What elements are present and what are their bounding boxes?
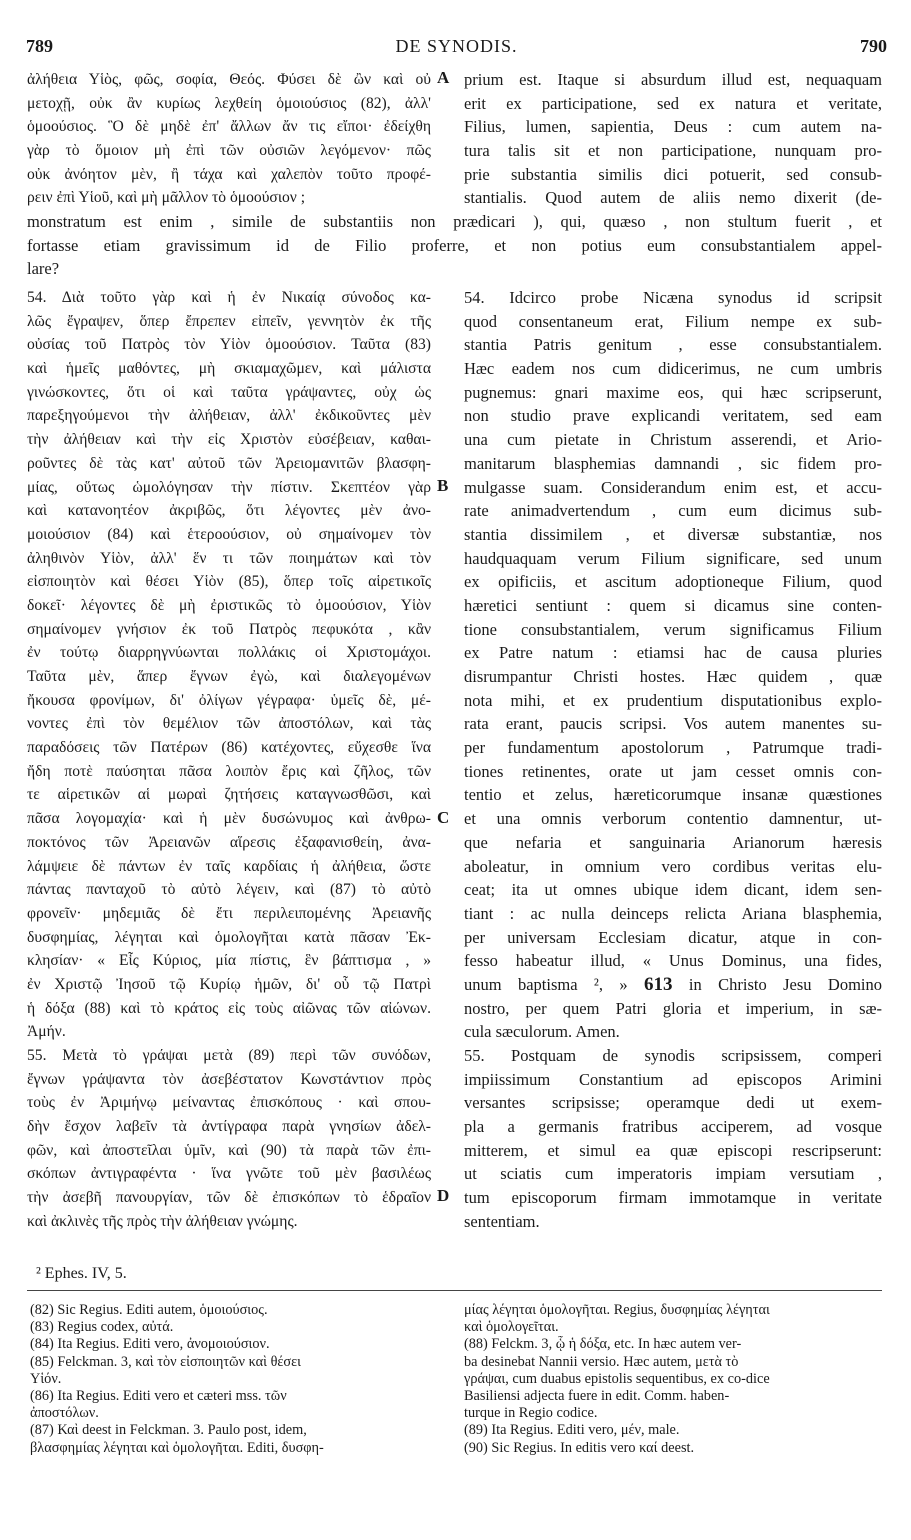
greek-line: ἐν τούτῳ διαρρηγνύωνται πολλάκις οἱ Χριστομάχοι. <box>27 644 431 662</box>
latin-line: stantia dissimilem , et diversæ substantiæ, nos <box>464 524 882 544</box>
latin-line: pla a germanis fratribus acciperem, ad vosque <box>464 1117 882 1137</box>
apparatus-note: Υἱόν. <box>30 1370 62 1387</box>
latin-line: que nefaria et sanguinaria Arianorum hæresis <box>464 832 882 852</box>
greek-line: μοιούσιον (84) καὶ ἑτεροούσιον, οὐ σημαίνομεν τὸν <box>27 525 431 543</box>
latin-line: et una omnis verborum contentio damnentur, ut- <box>464 809 882 829</box>
greek-line: παραδόσεις τῶν Πατέρων (86) κατέχοντες, εὔχεσθε ἵνα <box>27 739 431 757</box>
greek-line: φρονεῖν· μηδεμιᾶς δὲ ἔτι περιλειπομένης Ἀρειανῆς <box>27 904 431 922</box>
latin-line: per universam Ecclesiam dicatur, atque in con- <box>464 927 882 947</box>
greek-line: οὐκ ἀνόητον μὲν, ἢ τάχα καὶ χαλεπὸν τοῦτο προφέ- <box>27 165 431 183</box>
latin-line: mulgasse suam. Considerandum enim est, et accu- <box>464 477 882 497</box>
greek-line: πᾶσα λογομαχία· καὶ ἡ μὲν δυσώνυμος καὶ ἀνθρω- <box>27 810 431 828</box>
running-header <box>26 36 887 60</box>
greek-line: ἤδη ποτὲ παύσηται πᾶσα λοιπὸν ἔρις καὶ ζῆλος, τῶν <box>27 762 431 780</box>
latin-line: manitarum blasphemias damnandi , sic fidem pro- <box>464 453 882 473</box>
latin-line: nota mihi, et ex prudentium disputationibus explo- <box>464 690 882 710</box>
latin-line-613 <box>464 973 882 997</box>
latin-line: tura talis sit et non participatione, nunquam pro- <box>464 141 882 161</box>
latin-line: mitterem, et simul ea quæ episcopi rescripserunt: <box>464 1140 882 1160</box>
greek-line: 55. Μετὰ τὸ γράψαι μετὰ (89) περὶ τῶν συνόδων, <box>27 1047 431 1064</box>
greek-line: εἰσποιητὸν καὶ θέσει Υἱὸν (85), ὅπερ τοῖς αἱρετικοῖς <box>27 573 431 591</box>
apparatus-note: (87) Καὶ deest in Felckman. 3. Paulo post, idem, <box>30 1422 307 1439</box>
latin-line: ex Patre natum : etiamsi hac de causa pluries <box>464 643 882 663</box>
apparatus-note: turque in Regio codice. <box>464 1405 598 1422</box>
latin-line: ut sciatis cum imperatoris impiam versutiam , <box>464 1164 882 1184</box>
latin-line: Hæc eadem nos cum didicerimus, ne cum umbris <box>464 359 882 379</box>
apparatus-note: ἀποστόλων. <box>30 1405 99 1422</box>
greek-line: δὴν ἔσχον λαβεῖν τὰ ἀντίγραφα παρὰ γνησίων ἀδελ- <box>27 1118 431 1136</box>
greek-line: φῶν, καὶ ἀποστεῖλαι ὑμῖν, καὶ (90) τὰ παρὰ τῶν ἐπι- <box>27 1141 431 1159</box>
apparatus-note: (88) Felckm. 3, ᾧ ἡ δόξα, etc. In hæc autem ver- <box>464 1336 742 1353</box>
greek-line: λῶς ἔγραψεν, ὅπερ ἔπρεπεν εἰπεῖν, γεννητὸν ἐκ τῆς <box>27 312 431 330</box>
greek-line: ἤκουσα φρονίμων, δι' ὀλίγων γέγραφα· ὑμεῖς δὲ, μέ- <box>27 691 431 709</box>
latin-line: tiant : ac nulla deinceps relicta Ariana blasphemia, <box>464 903 882 923</box>
greek-line: κλησίαν· « Εἷς Κύριος, μία πίστις, ἓν βάπτισμα , » <box>27 952 431 970</box>
section-marker-d: D <box>437 1186 450 1205</box>
apparatus-note: (86) Ita Regius. Editi vero et cæteri mss. τῶν <box>30 1387 287 1404</box>
section-marker-b: B <box>437 476 449 495</box>
greek-line: 54. Διὰ τοῦτο γὰρ καὶ ἡ ἐν Νικαίᾳ σύνοδος κα- <box>27 289 431 306</box>
latin-line: sententiam. <box>464 1211 540 1231</box>
latin-line-613-end: in Christo Jesu Domino <box>672 974 882 994</box>
greek-line: νοντες ἐπὶ τὸν θεμέλιον τῶν ἀποστόλων, καὶ τὰς <box>27 715 431 733</box>
greek-line: τὴν ἀλήθειαν καὶ τὴν εἰς Χριστὸν εὐσέβειαν, καθαι- <box>27 431 431 449</box>
footnote: ² Ephes. IV, 5. <box>36 1265 127 1282</box>
latin-line: rata erant, paucis scripsi. Vos autem manentes su- <box>464 714 882 734</box>
greek-line: Ἀμήν. <box>27 1023 66 1041</box>
latin-line: aboleatur, in omnium vero cordibus veritas elu- <box>464 856 882 876</box>
greek-line: καὶ ἀκλινὲς τῆς πρὸς τὴν ἀλήθειαν γνώμης. <box>27 1212 298 1230</box>
latin-line: erit ex participatione, sed ex natura et veritate, <box>464 93 882 113</box>
apparatus-note: μίας λέγηται ὁμολογῆται. Regius, δυσφημίας λέγηται <box>464 1302 770 1318</box>
greek-line: τε αἱρετικῶν αἱ μωραὶ ζητήσεις καταγνωσθῶσι, καὶ <box>27 786 431 804</box>
apparatus-note: ba desinebat Nannii versio. Hæc autem, μετὰ τὸ <box>464 1353 739 1370</box>
latin-line: fesso habeatur illud, « Unus Dominus, una fides, <box>464 951 882 971</box>
greek-column-main <box>27 286 431 1234</box>
latin-column-top <box>464 68 882 210</box>
greek-column-top <box>27 68 431 210</box>
greek-line: λάμψειε δὲ πάντων ἐν ταῖς καρδίαις ἡ ἀλήθεια, ὥστε <box>27 857 431 875</box>
apparatus-left <box>30 1302 435 1457</box>
greek-line: τοὺς ἐν Ἀριμήνῳ μείναντας ἐπισκόπους · καὶ σπου- <box>27 1094 431 1112</box>
greek-line: παρεξηγούμενοι τὴν ἀλήθειαν, ἀλλ' ἐκδικοῦντες μὲν <box>27 407 431 425</box>
latin-full-width-passage <box>27 210 882 281</box>
greek-line: πάντας πανταχοῦ τὸ αὐτὸ λέγειν, καὶ (87) τὸ αὐτὸ <box>27 881 431 899</box>
greek-line: ὁμοούσιος. Ὃ δὲ μηδὲ ἐπ' ἄλλων ἄν τις εἴποι· ἐδείχθη <box>27 118 431 136</box>
latin-line: haudquaquam verum Filium significare, sed unum <box>464 548 882 568</box>
latin-line: tione consubstantialem, verum significamus Filium <box>464 619 882 639</box>
latin-line: ceat; ita ut omnes ubique idem dicant, idem sen- <box>464 880 882 900</box>
greek-line: δοκεῖ· λέγοντες δὲ μὴ ἐριστικῶς τὸ ὁμοούσιον, Υἱὸν <box>27 596 431 614</box>
latin-line: lare? <box>27 259 60 279</box>
greek-line: γινώσκοντες, ὅτι οἱ καὶ ταῦτα γράψαντες, οὐχ ὡς <box>27 383 431 401</box>
latin-line: pugnemus: gnari maxime eos, qui hæc scripserunt, <box>464 382 882 402</box>
column-number-613: 613 <box>644 973 673 995</box>
latin-line: monstratum est enim , simile de substantiis non prædicari ), qui, quæso , non stultum fuerit , et <box>27 212 882 231</box>
greek-line: γὰρ τὸ ὅμοιον μὴ ἐπὶ τῶν οὐσιῶν λεγόμενον· πῶς <box>27 142 431 160</box>
apparatus-note: γράψαι, cum duabus epistolis sequentibus, ex co-dice <box>464 1370 770 1387</box>
apparatus-note: (82) Sic Regius. Editi autem, ὁμοιούσιος. <box>30 1302 268 1318</box>
greek-line: δυσφημίας, λέγηται καὶ ὁμολογῆται κατὰ πᾶσαν Ἐκ- <box>27 928 431 946</box>
apparatus-note: (85) Felckman. 3, καὶ τὸν εἰσποιητῶν καὶ θέσει <box>30 1353 301 1370</box>
latin-line: 55. Postquam de synodis scripsissem, comperi <box>464 1046 882 1065</box>
latin-line: rate animadvertendum , cum eum dicimus sub- <box>464 501 882 521</box>
latin-line: stantia Patris genitum , esse consubstantialem. <box>464 335 882 355</box>
greek-line: ροῦντες δὲ τὰς κατ' αὐτοῦ τῶν Ἀρειομανιτῶν βλασφη- <box>27 454 431 472</box>
latin-line: prie substantia similis dici potuerit, sed consub- <box>464 164 882 184</box>
greek-line: ποκτόνος τῶν Ἀρειανῶν αἵρεσις ἐξαφανισθείη, ἀνα- <box>27 833 431 851</box>
apparatus-note: καὶ ὁμολογεῖται. <box>464 1319 559 1336</box>
latin-line: fortasse etiam gravissimum id de Filio proferre, et non potius eum consubstantialem appel- <box>27 235 882 255</box>
apparatus-note: (84) Ita Regius. Editi vero, ἀνομοιούσιον. <box>30 1336 270 1353</box>
latin-column-main <box>464 286 882 1234</box>
latin-line: disrumpantur Christi hostes. Hæc quidem , quæ <box>464 667 882 686</box>
greek-line: ρειν ἐπὶ Υἱοῦ, καὶ μὴ μᾶλλον τὸ ὁμοούσιον ; <box>27 189 306 207</box>
latin-line: quod consentaneum erat, Filium nempe ex sub- <box>464 311 882 331</box>
greek-line: Ταῦτα μὲν, ἅπερ ἔγνων ἐγὼ, καὶ διαλεγομένων <box>27 668 431 685</box>
greek-line: ἔγνων γράψαντα τὸν ἀσεβέστατον Κωνστάντιον πρὸς <box>27 1070 431 1088</box>
latin-line: una cum pietate in Christum asserendi, et Ario- <box>464 430 882 450</box>
section-marker-a: A <box>437 68 450 87</box>
latin-line: stantialis. Quod autem de aliis nemo dixerit (de- <box>464 188 882 208</box>
greek-line: ἡ δόξα (88) καὶ τὸ κράτος εἰς τοὺς αἰῶνας τῶν αἰώνων. <box>27 999 431 1017</box>
latin-line: cula sæculorum. Amen. <box>464 1022 620 1042</box>
greek-line: καὶ κατανοητέον ἀκριβῶς, ὅτι λέγοντες μὲν ἀνο- <box>27 502 431 520</box>
apparatus-note: (89) Ita Regius. Editi vero, μέν, male. <box>464 1422 680 1439</box>
greek-line: καὶ ἡμεῖς μαθόντες, μὴ σκιαμαχῶμεν, καὶ μάλιστα <box>27 360 431 378</box>
latin-line: tentio et zelus, hæreticorumque insanæ quæstiones <box>464 785 882 805</box>
latin-line: tiones retinentes, orate ut jam cesset omnis con- <box>464 761 882 781</box>
latin-line: Filius, lumen, sapientia, Deus : cum autem na- <box>464 117 882 137</box>
section-marker-c: C <box>437 808 450 827</box>
latin-line-613-start: unum baptisma ², » <box>464 974 645 994</box>
latin-line: ex opificiis, et ascitum adoptioneque Filium, quod <box>464 572 882 592</box>
greek-line: ἐν Χριστῷ Ἰησοῦ τῷ Κυρίῳ ἡμῶν, δι' οὗ τῷ Πατρὶ <box>27 975 431 993</box>
latin-line: per fundamentum apostolorum , Patrumque tradi- <box>464 738 882 758</box>
page-number-right: 790 <box>860 36 887 56</box>
greek-line: οὐσίας τοῦ Πατρὸς τὸν Υἱὸν ὁμοούσιον. Ταῦτα (83) <box>27 336 431 354</box>
latin-line: hæretici sentiunt : quem si dicamus sine conten- <box>464 595 882 615</box>
latin-line: versantes scripsisse; operamque dedi ut exem- <box>464 1093 882 1113</box>
greek-line: τὴν ἀσεβῆ πανουργίαν, τῶν δὲ ἐπισκόπων τὸ ἑδραῖον <box>27 1189 431 1207</box>
latin-line: nostro, per quem Patri gloria et imperium, in sæ- <box>464 998 882 1018</box>
page-number-left: 789 <box>26 36 53 56</box>
latin-line: tum episcoporum firmam immotamque in veritate <box>464 1188 882 1208</box>
running-title: DE SYNODIS. <box>395 36 518 56</box>
apparatus-note: (83) Regius codex, αὐτά. <box>30 1319 174 1336</box>
greek-line: μετοχῇ, οὐκ ἂν κυρίως λεχθείη ὁμοιούσιος (82), ἀλλ' <box>27 94 431 112</box>
apparatus-note: Basiliensi adjecta fuere in edit. Comm. haben- <box>464 1387 730 1404</box>
greek-line: σημαίνομεν γνήσιον ἐκ τοῦ Πατρὸς πεφυκότα , κἂν <box>27 620 431 638</box>
latin-line: non studio prave explicandi veritatem, sed eam <box>464 406 882 426</box>
latin-line: impiissimum Constantium ad episcopos Arimini <box>464 1069 882 1089</box>
greek-line: ἀλήθεια Υἱὸς, φῶς, σοφία, Θεός. Φύσει δὲ ὢν καὶ οὐ <box>27 71 431 88</box>
greek-line: μίας, οὕτως ὡμολόγησαν τὴν πίστιν. Σκεπτέον γὰρ <box>27 478 431 496</box>
latin-line: 54. Idcirco probe Nicæna synodus id scripsit <box>464 288 882 307</box>
apparatus-right <box>464 1302 882 1457</box>
apparatus-note: (90) Sic Regius. In editis vero καί deest. <box>464 1439 695 1456</box>
greek-line: σκόπων ἀντιγραφέντα · ἵνα γνῶτε τοῦ μὲν βασιλέως <box>27 1165 431 1183</box>
greek-line: ἀληθινὸν Υἱὸν, ἀλλ' ἕν τι τῶν ποιημάτων καὶ τὸν <box>27 549 431 567</box>
divider <box>27 1290 882 1291</box>
latin-line: prium est. Itaque si absurdum illud est, nequaquam <box>464 70 882 89</box>
apparatus-note: βλασφημίας λέγηται καὶ ὁμολογῆται. Editi, δυσφη- <box>30 1439 324 1456</box>
